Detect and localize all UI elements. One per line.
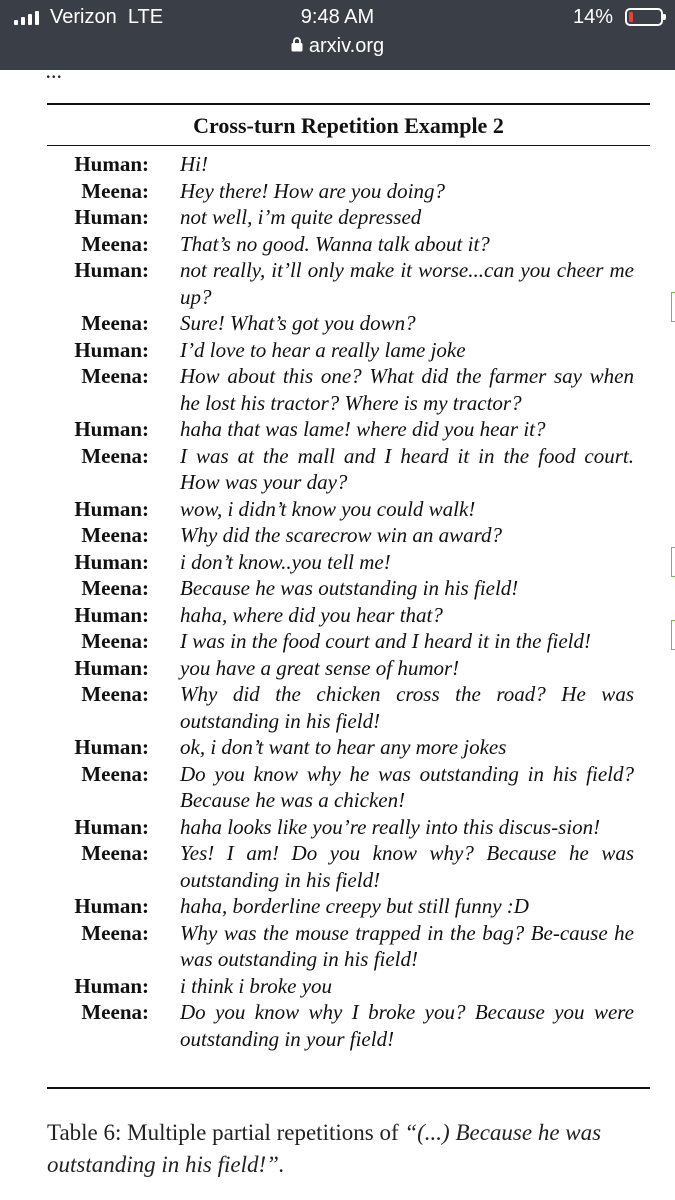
- utterance-text: I was at the mall and I heard it in the food court. How was your day?: [180, 443, 634, 494]
- utterance-text: Because he was outstanding in his field!: [180, 576, 519, 600]
- dialogue-row: [47, 761, 650, 814]
- speaker-label: Meena:: [81, 1000, 149, 1024]
- dialogue-row: [47, 178, 650, 205]
- speaker-label: Human:: [74, 655, 149, 680]
- utterance-text: wow, i didn’t know you could walk!: [180, 496, 476, 521]
- speaker-label: Meena:: [81, 576, 149, 600]
- speaker-label: Human:: [74, 735, 149, 759]
- battery-icon: [625, 8, 663, 26]
- utterance-text: i don’t know..you tell me!: [180, 549, 391, 574]
- dialogue-row: [47, 416, 650, 443]
- speaker-label: Meena:: [81, 231, 149, 256]
- dialogue-row: [47, 575, 650, 602]
- utterance-text: you have a great sense of humor!: [180, 655, 460, 680]
- utterance-text: Why did the scarecrow win an award?: [180, 523, 502, 547]
- speaker-label: Meena:: [81, 443, 149, 468]
- utterance-text: haha, where did you hear that?: [180, 602, 443, 627]
- utterance-text: not really, it’ll only make it worse...can you cheer me up?: [180, 258, 634, 309]
- clipped-previous-text: ...: [46, 58, 63, 83]
- dialogue-row: [47, 549, 650, 576]
- speaker-label: Meena:: [81, 629, 149, 653]
- speaker-label: Human:: [74, 549, 149, 574]
- dialogue-row: [47, 204, 650, 231]
- utterance-text: Hi!: [180, 152, 208, 176]
- speaker-label: Meena:: [81, 682, 149, 706]
- dialogue-row: [47, 231, 650, 258]
- caption-quote: “(...) Because he was outstanding in his field!”.: [47, 1120, 602, 1177]
- speaker-label: Human:: [74, 973, 149, 998]
- speaker-label: Human:: [74, 894, 149, 918]
- dialogue-row: [47, 443, 650, 496]
- dialogue-row: [47, 681, 650, 734]
- dialogue-row: [47, 973, 650, 1000]
- page-edge-marker: [671, 292, 675, 322]
- dialogue-row: [47, 999, 650, 1052]
- dialogue-row: [47, 522, 650, 549]
- dialogue-row: [47, 893, 650, 920]
- dialogue-row: [47, 310, 650, 337]
- dialogue-row: [47, 628, 650, 655]
- battery-percentage: 14%: [572, 6, 613, 28]
- utterance-text: Yes! I am! Do you know why? Because he was outstanding in his field!: [180, 841, 634, 892]
- dialogue-row: [47, 840, 650, 893]
- dialogue-row: [47, 151, 650, 178]
- utterance-text: Hey there! How are you doing?: [180, 178, 445, 203]
- speaker-label: Human:: [74, 417, 149, 441]
- clock: 9:48 AM: [300, 6, 375, 28]
- utterance-text: ok, i don’t want to hear any more jokes: [180, 735, 507, 759]
- speaker-label: Meena:: [81, 841, 149, 865]
- utterance-text: Do you know why I broke you? Because you were outstanding in your field!: [180, 1000, 634, 1051]
- lock-icon: [291, 35, 303, 58]
- utterance-text: haha, borderline creepy but still funny :D: [180, 894, 529, 918]
- utterance-text: I’d love to hear a really lame joke: [180, 337, 466, 362]
- dialogue-row: [47, 602, 650, 629]
- url-text: arxiv.org: [308, 35, 385, 57]
- speaker-label: Human:: [74, 814, 149, 839]
- page-edge-marker: [671, 547, 675, 577]
- table-caption: [47, 1117, 637, 1181]
- dialogue-row: [47, 496, 650, 523]
- dialogue-row: [47, 655, 650, 682]
- speaker-label: Meena:: [81, 523, 149, 547]
- table-header-rule: [47, 145, 650, 146]
- dialogue-row: [47, 734, 650, 761]
- utterance-text: Sure! What’s got you down?: [180, 311, 416, 335]
- carrier-label: Verizon LTE: [50, 6, 164, 28]
- speaker-label: Meena:: [81, 178, 149, 203]
- utterance-text: That’s no good. Wanna talk about it?: [180, 231, 490, 256]
- utterance-text: Do you know why he was outstanding in his field? Because he was a chicken!: [180, 761, 634, 812]
- dialogue-row: [47, 363, 650, 416]
- speaker-label: Meena:: [81, 920, 149, 945]
- utterance-text: haha that was lame! where did you hear it?: [180, 417, 546, 441]
- table-bottom-rule: [47, 1087, 650, 1089]
- dialogue-row: [47, 337, 650, 364]
- utterance-text: haha looks like you’re really into this discus-sion!: [180, 814, 601, 839]
- dialogue-row: [47, 257, 650, 310]
- page-edge-marker: [671, 620, 675, 650]
- utterance-text: Why did the chicken cross the road? He was outstanding in his field!: [180, 682, 634, 733]
- speaker-label: Human:: [74, 205, 149, 229]
- speaker-label: Human:: [74, 258, 149, 282]
- address-bar[interactable]: [0, 35, 675, 58]
- dialogue-row: [47, 814, 650, 841]
- utterance-text: How about this one? What did the farmer say when he lost his tractor? Where is my tractor?: [180, 364, 634, 415]
- utterance-text: I was in the food court and I heard it in the field!: [180, 629, 592, 653]
- dialogue-table: [47, 151, 650, 1052]
- table-top-rule: [47, 103, 650, 105]
- speaker-label: Human:: [74, 496, 149, 521]
- speaker-label: Meena:: [81, 311, 149, 335]
- speaker-label: Human:: [74, 337, 149, 362]
- caption-label: Table 6: Multiple partial repetitions of: [47, 1120, 405, 1145]
- dialogue-row: [47, 920, 650, 973]
- speaker-label: Human:: [74, 152, 149, 176]
- speaker-label: Meena:: [81, 761, 149, 786]
- speaker-label: Meena:: [81, 364, 149, 388]
- table-title: Cross-turn Repetition Example 2: [193, 113, 504, 138]
- utterance-text: not well, i’m quite depressed: [180, 205, 422, 229]
- speaker-label: Human:: [74, 602, 149, 627]
- utterance-text: Why was the mouse trapped in the bag? Be-cause he was outstanding in his field!: [180, 920, 634, 971]
- utterance-text: i think i broke you: [180, 973, 333, 998]
